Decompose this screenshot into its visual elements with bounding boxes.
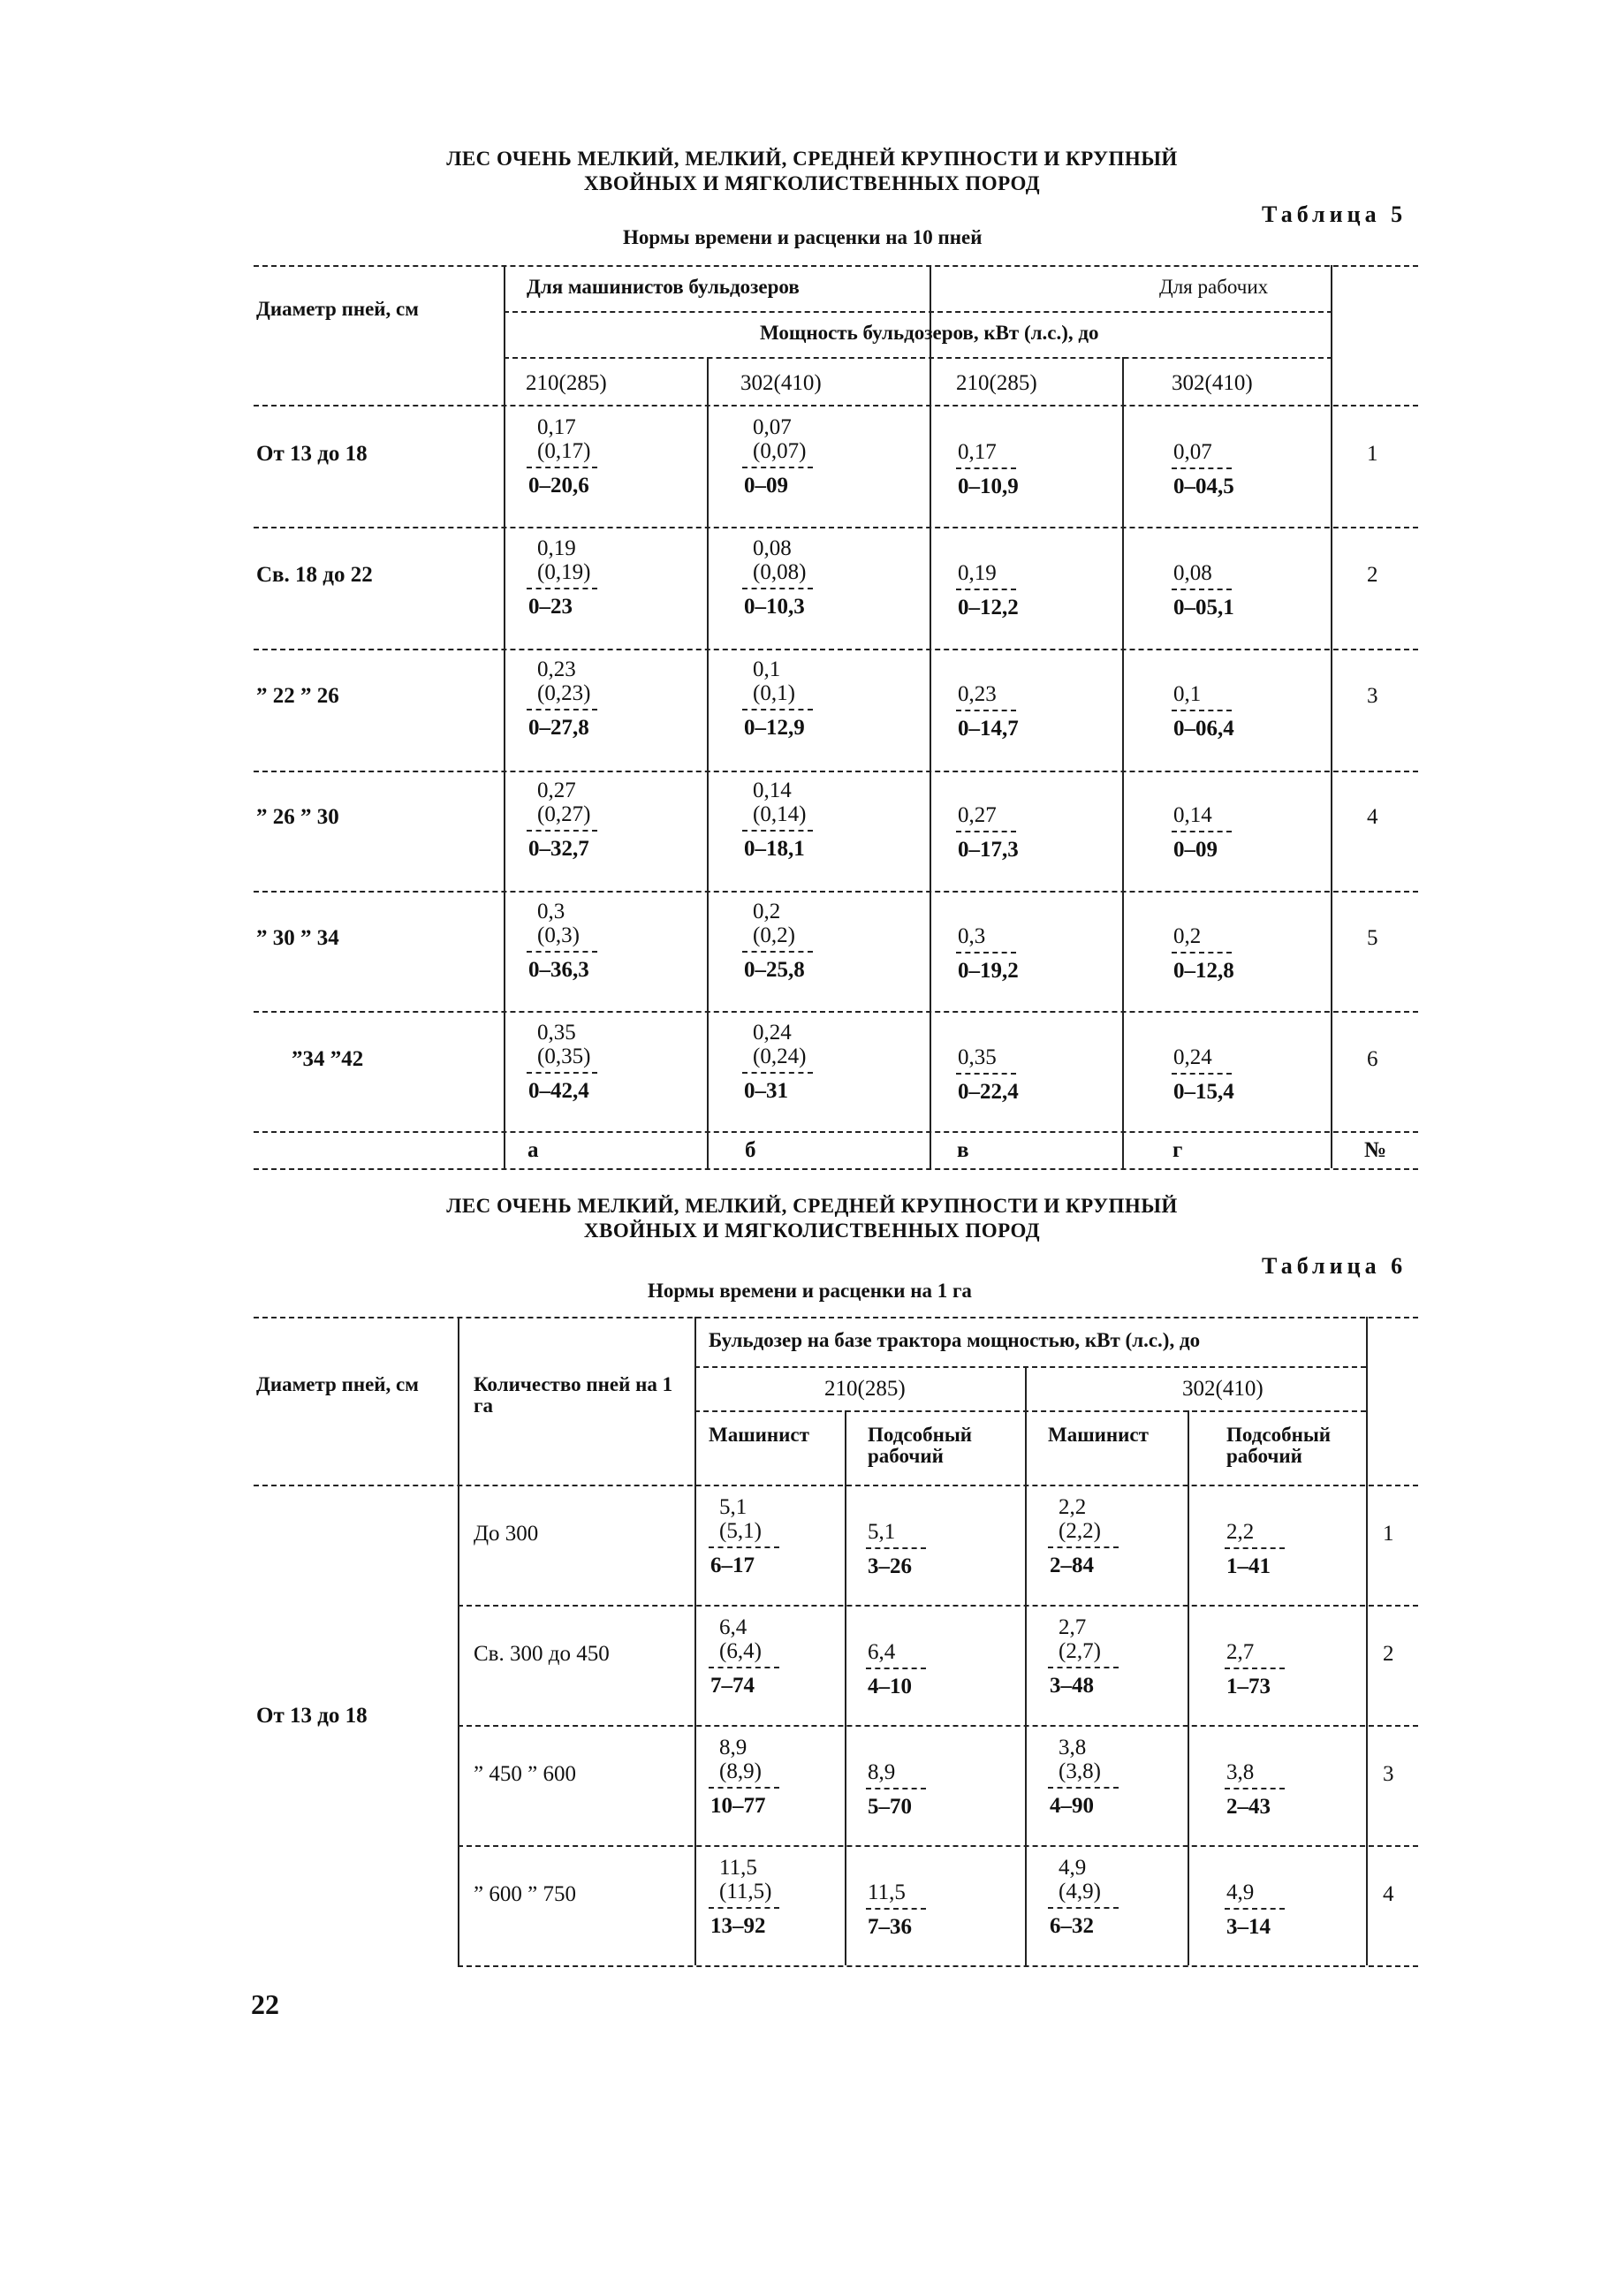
rate: 0–12,8 (1173, 959, 1234, 983)
norm-time: 2,7 (1226, 1640, 1255, 1664)
table5-rule (254, 1011, 1418, 1013)
norm-rate-cell (742, 900, 813, 982)
fraction-bar (527, 951, 597, 953)
table6-vrule (1188, 1410, 1189, 1965)
rate: 0–10,3 (744, 595, 805, 619)
rate: 1–41 (1226, 1554, 1271, 1578)
norm-time: 0,27 (537, 779, 576, 802)
norm-rate-cell (742, 536, 813, 619)
norm-time-alt: (0,27) (537, 802, 591, 826)
fraction-bar (956, 710, 1016, 711)
table5-footer-letter: б (745, 1138, 756, 1162)
norm-rate-cell (956, 803, 1019, 862)
table6-label: Таблица 6 (1262, 1253, 1408, 1279)
rate: 2–43 (1226, 1795, 1271, 1819)
fraction-bar (956, 1073, 1016, 1075)
norm-rate-cell (1225, 1881, 1285, 1939)
norm-time: 0,1 (753, 657, 781, 681)
rate: 0–27,8 (528, 716, 589, 740)
table6-heading-line2: ХВОЙНЫХ И МЯГКОЛИСТВЕННЫХ ПОРОД (583, 1219, 1041, 1242)
table6-heading-line1: ЛЕС ОЧЕНЬ МЕЛКИЙ, МЕЛКИЙ, СРЕДНЕЙ КРУПНОСТИ И КРУПНЫЙ (446, 1195, 1178, 1217)
rate: 2–84 (1050, 1554, 1094, 1577)
norm-time: 8,9 (868, 1760, 896, 1784)
table5-footer-letter: а (527, 1138, 539, 1162)
row-label: До 300 (474, 1522, 539, 1546)
norm-rate-cell (1048, 1856, 1119, 1938)
table5-power-header: 302(410) (1172, 371, 1253, 395)
norm-rate-cell (709, 1736, 779, 1818)
norm-time: 3,8 (1059, 1736, 1087, 1759)
table6-rule (458, 1845, 1418, 1847)
table6-vrule (1025, 1366, 1027, 1965)
row-number: 2 (1367, 563, 1378, 587)
fraction-bar (527, 830, 597, 832)
norm-time: 0,19 (958, 561, 997, 585)
norm-rate-cell (956, 1045, 1019, 1104)
table5-heading-line1: ЛЕС ОЧЕНЬ МЕЛКИЙ, МЕЛКИЙ, СРЕДНЕЙ КРУПНОСТИ И КРУПНЫЙ (446, 148, 1178, 170)
norm-time: 0,24 (1173, 1045, 1212, 1069)
row-number: 3 (1367, 684, 1378, 708)
norm-rate-cell (527, 536, 597, 619)
norm-rate-cell (1048, 1495, 1119, 1577)
norm-rate-cell (742, 415, 813, 498)
row-number: 2 (1383, 1642, 1394, 1666)
row-number: 4 (1383, 1882, 1394, 1906)
norm-time: 11,5 (719, 1856, 757, 1880)
norm-rate-cell (956, 440, 1019, 498)
norm-time-alt: (0,19) (537, 560, 591, 584)
row-number: 3 (1383, 1762, 1394, 1786)
table6-diameter-value: От 13 до 18 (256, 1704, 368, 1728)
fraction-bar (527, 1072, 597, 1074)
table5-rule (254, 1131, 1418, 1133)
norm-time-alt: (0,24) (753, 1045, 807, 1068)
norm-time-alt: (5,1) (719, 1519, 762, 1543)
fraction-bar (742, 588, 813, 589)
row-number: 5 (1367, 926, 1378, 950)
table6-bottom-rule (458, 1965, 1418, 1967)
table6-role-helper: Подсобный рабочий (868, 1424, 973, 1467)
norm-time: 0,23 (958, 682, 997, 706)
table5-col-machinists: Для машинистов бульдозеров (527, 276, 800, 298)
norm-time-alt: (0,1) (753, 681, 795, 705)
norm-time: 0,35 (537, 1021, 576, 1045)
table5-footer-letter: г (1172, 1138, 1183, 1162)
norm-rate-cell (527, 779, 597, 861)
table6-col-bulldozer: Бульдозер на базе трактора мощностью, кВт (л.с.), до (709, 1329, 1201, 1351)
norm-time: 0,07 (1173, 440, 1212, 464)
norm-time: 5,1 (868, 1520, 896, 1544)
table6-subtitle: Нормы времени и расценки на 1 га (648, 1280, 972, 1302)
norm-rate-cell (1172, 561, 1234, 619)
rate: 7–74 (710, 1674, 755, 1698)
fraction-bar (742, 951, 813, 953)
fraction-bar (1172, 1073, 1232, 1075)
rate: 13–92 (710, 1914, 766, 1938)
norm-time-alt: (0,23) (537, 681, 591, 705)
table5-heading-line2: ХВОЙНЫХ И МЯГКОЛИСТВЕННЫХ ПОРОД (583, 172, 1041, 194)
norm-rate-cell (1172, 440, 1234, 498)
rate: 0–23 (528, 595, 573, 619)
table5-vrule (930, 265, 931, 1168)
norm-time: 0,08 (753, 536, 792, 560)
table5-col-power: Мощность бульдозеров, кВт (л.с.), до (760, 322, 1099, 344)
norm-rate-cell (709, 1495, 779, 1577)
table5-rule (254, 527, 1418, 528)
table5-rule (504, 311, 1332, 313)
table5-bottom-rule (254, 1168, 1418, 1170)
norm-rate-cell (1172, 924, 1234, 983)
norm-time: 0,19 (537, 536, 576, 560)
rate: 1–73 (1226, 1675, 1271, 1698)
norm-time: 0,2 (1173, 924, 1202, 948)
rate: 0–20,6 (528, 474, 589, 498)
fraction-bar (742, 1072, 813, 1074)
fraction-bar (1172, 831, 1232, 832)
fraction-bar (1172, 467, 1232, 469)
rate: 0–31 (744, 1079, 788, 1103)
norm-time-alt: (0,07) (753, 439, 807, 463)
norm-time: 5,1 (719, 1495, 747, 1519)
norm-time: 0,3 (958, 924, 986, 948)
table5-power-header: 302(410) (740, 371, 822, 395)
norm-rate-cell (956, 924, 1019, 983)
norm-time: 4,9 (1226, 1881, 1255, 1904)
table5-vrule (504, 265, 505, 1168)
norm-time-alt: (0,2) (753, 923, 795, 947)
table5-vrule (1122, 357, 1124, 1168)
table6-power-header: 210(285) (824, 1377, 906, 1401)
table6-col-count: Количество пней на 1 га (474, 1373, 673, 1417)
norm-time-alt: (0,35) (537, 1045, 591, 1068)
fraction-bar (742, 709, 813, 710)
norm-rate-cell (956, 682, 1019, 741)
rate: 0–25,8 (744, 958, 805, 982)
table6-power-header: 302(410) (1182, 1377, 1264, 1401)
norm-rate-cell (866, 1640, 926, 1698)
table5-col-diameter: Диаметр пней, см (256, 298, 419, 320)
rate: 4–10 (868, 1675, 912, 1698)
norm-rate-cell (742, 779, 813, 861)
rate: 10–77 (710, 1794, 766, 1818)
row-label: От 13 до 18 (256, 442, 368, 466)
table5-rule (254, 649, 1418, 650)
norm-time: 2,2 (1226, 1520, 1255, 1544)
norm-time: 0,2 (753, 900, 781, 923)
norm-time: 0,23 (537, 657, 576, 681)
table5-rule (254, 891, 1418, 893)
rate: 0–12,2 (958, 596, 1019, 619)
rate: 0–09 (744, 474, 788, 498)
table5-rule (254, 771, 1418, 772)
norm-rate-cell (742, 1021, 813, 1103)
rate: 0–05,1 (1173, 596, 1234, 619)
rate: 0–17,3 (958, 838, 1019, 862)
norm-time: 6,4 (719, 1615, 747, 1639)
table6-rule (694, 1410, 1366, 1412)
table5-power-header: 210(285) (956, 371, 1037, 395)
row-label: Св. 18 до 22 (256, 563, 373, 587)
fraction-bar (1225, 1668, 1285, 1669)
row-number: 1 (1367, 442, 1378, 466)
rate: 3–14 (1226, 1915, 1271, 1939)
row-label: ” 30 ” 34 (256, 926, 339, 950)
fraction-bar (1048, 1546, 1119, 1548)
norm-time-alt: (2,7) (1059, 1639, 1101, 1663)
fraction-bar (866, 1788, 926, 1789)
row-number: 4 (1367, 805, 1378, 829)
norm-time-alt: (0,14) (753, 802, 807, 826)
norm-time-alt: (0,08) (753, 560, 807, 584)
table6-role-helper: Подсобный рабочий (1226, 1424, 1332, 1467)
norm-time: 0,07 (753, 415, 792, 439)
norm-rate-cell (709, 1615, 779, 1698)
norm-time: 0,14 (1173, 803, 1212, 827)
norm-rate-cell (1048, 1736, 1119, 1818)
table5-label: Таблица 5 (1262, 201, 1408, 227)
norm-rate-cell (527, 900, 597, 982)
rate: 0–22,4 (958, 1080, 1019, 1104)
table6-vrule (458, 1317, 459, 1965)
norm-rate-cell (1225, 1760, 1285, 1819)
table5-power-header: 210(285) (526, 371, 607, 395)
rate: 0–19,2 (958, 959, 1019, 983)
fraction-bar (742, 467, 813, 468)
norm-time-alt: (0,17) (537, 439, 591, 463)
fraction-bar (742, 830, 813, 832)
rate: 0–14,7 (958, 717, 1019, 741)
fraction-bar (527, 467, 597, 468)
row-label: ” 600 ” 750 (474, 1882, 576, 1906)
norm-rate-cell (1048, 1615, 1119, 1698)
fraction-bar (1172, 589, 1232, 590)
norm-rate-cell (742, 657, 813, 740)
norm-rate-cell (866, 1881, 926, 1939)
table5-rule (254, 405, 1418, 406)
row-label: ” 450 ” 600 (474, 1762, 576, 1786)
norm-time: 0,17 (958, 440, 997, 464)
table5-subtitle: Нормы времени и расценки на 10 пней (623, 226, 983, 248)
fraction-bar (1225, 1908, 1285, 1910)
table6-vrule (845, 1410, 846, 1965)
fraction-bar (1048, 1907, 1119, 1909)
rate: 0–32,7 (528, 837, 589, 861)
norm-time: 0,08 (1173, 561, 1212, 585)
norm-rate-cell (1172, 682, 1234, 741)
rate: 0–36,3 (528, 958, 589, 982)
fraction-bar (709, 1787, 779, 1789)
norm-time: 2,7 (1059, 1615, 1087, 1639)
fraction-bar (1225, 1788, 1285, 1789)
row-number: 6 (1367, 1047, 1378, 1071)
norm-time: 3,8 (1226, 1760, 1255, 1784)
table6-rule (458, 1605, 1418, 1607)
fraction-bar (866, 1668, 926, 1669)
table5-col-workers: Для рабочих (1159, 276, 1269, 298)
norm-time: 0,27 (958, 803, 997, 827)
rate: 0–12,9 (744, 716, 805, 740)
norm-time: 0,14 (753, 779, 792, 802)
fraction-bar (709, 1546, 779, 1548)
fraction-bar (956, 952, 1016, 954)
fraction-bar (956, 831, 1016, 832)
table6-rule (694, 1366, 1366, 1368)
rate: 0–18,1 (744, 837, 805, 861)
rate: 0–42,4 (528, 1079, 589, 1103)
rate: 0–04,5 (1173, 475, 1234, 498)
norm-rate-cell (1172, 803, 1232, 862)
norm-time: 0,24 (753, 1021, 792, 1045)
fraction-bar (866, 1908, 926, 1910)
fraction-bar (527, 709, 597, 710)
table6-role-machinist: Машинист (1048, 1424, 1149, 1446)
table6-rule (458, 1725, 1418, 1727)
row-label: ” 22 ” 26 (256, 684, 339, 708)
norm-time: 0,1 (1173, 682, 1202, 706)
rate: 0–06,4 (1173, 717, 1234, 741)
fraction-bar (1048, 1667, 1119, 1668)
table5-top-rule (254, 265, 1418, 267)
norm-rate-cell (527, 1021, 597, 1103)
rate: 0–10,9 (958, 475, 1019, 498)
fraction-bar (709, 1667, 779, 1668)
fraction-bar (527, 588, 597, 589)
norm-time: 0,17 (537, 415, 576, 439)
norm-time-alt: (3,8) (1059, 1759, 1101, 1783)
rate: 6–32 (1050, 1914, 1094, 1938)
norm-time: 6,4 (868, 1640, 896, 1664)
table5-rule (504, 357, 1332, 359)
fraction-bar (1172, 952, 1232, 954)
norm-time: 4,9 (1059, 1856, 1087, 1880)
norm-rate-cell (956, 561, 1019, 619)
norm-time-alt: (8,9) (719, 1759, 762, 1783)
fraction-bar (1225, 1547, 1285, 1549)
rate: 6–17 (710, 1554, 755, 1577)
fraction-bar (866, 1547, 926, 1549)
rate: 7–36 (868, 1915, 912, 1939)
table6-top-rule (254, 1317, 1418, 1318)
norm-rate-cell (866, 1520, 926, 1578)
row-number: 1 (1383, 1522, 1394, 1546)
table6-role-machinist: Машинист (709, 1424, 809, 1446)
norm-rate-cell (709, 1856, 779, 1938)
norm-rate-cell (527, 657, 597, 740)
page-number: 22 (251, 1988, 279, 2020)
norm-rate-cell (1225, 1520, 1285, 1578)
fraction-bar (1172, 710, 1232, 711)
table6-vrule (1366, 1317, 1368, 1965)
table6-col-diameter: Диаметр пней, см (256, 1373, 419, 1395)
norm-time-alt: (2,2) (1059, 1519, 1101, 1543)
rate: 4–90 (1050, 1794, 1094, 1818)
rate: 3–26 (868, 1554, 912, 1578)
norm-rate-cell (1172, 1045, 1234, 1104)
rate: 5–70 (868, 1795, 912, 1819)
norm-time-alt: (0,3) (537, 923, 580, 947)
norm-time-alt: (4,9) (1059, 1880, 1101, 1903)
row-label: ” 26 ” 30 (256, 805, 339, 829)
table5-footer-letter: № (1364, 1138, 1387, 1162)
fraction-bar (956, 589, 1016, 590)
norm-time-alt: (11,5) (719, 1880, 772, 1903)
norm-time: 0,3 (537, 900, 565, 923)
rate: 0–15,4 (1173, 1080, 1234, 1104)
rate: 3–48 (1050, 1674, 1094, 1698)
table5-vrule (1331, 265, 1332, 1168)
norm-time-alt: (6,4) (719, 1639, 762, 1663)
row-label: Св. 300 до 450 (474, 1642, 610, 1666)
table5-vrule (707, 357, 709, 1168)
rate: 0–09 (1173, 838, 1218, 862)
norm-rate-cell (866, 1760, 926, 1819)
table6-rule (254, 1485, 1418, 1486)
norm-time: 0,35 (958, 1045, 997, 1069)
norm-rate-cell (1225, 1640, 1285, 1698)
table5-footer-letter: в (957, 1138, 969, 1162)
fraction-bar (956, 467, 1016, 469)
norm-time: 2,2 (1059, 1495, 1087, 1519)
row-label: ”34 ”42 (292, 1047, 364, 1071)
norm-time: 11,5 (868, 1881, 906, 1904)
table6-vrule (694, 1317, 696, 1965)
fraction-bar (1048, 1787, 1119, 1789)
norm-time: 8,9 (719, 1736, 747, 1759)
fraction-bar (709, 1907, 779, 1909)
norm-rate-cell (527, 415, 597, 498)
